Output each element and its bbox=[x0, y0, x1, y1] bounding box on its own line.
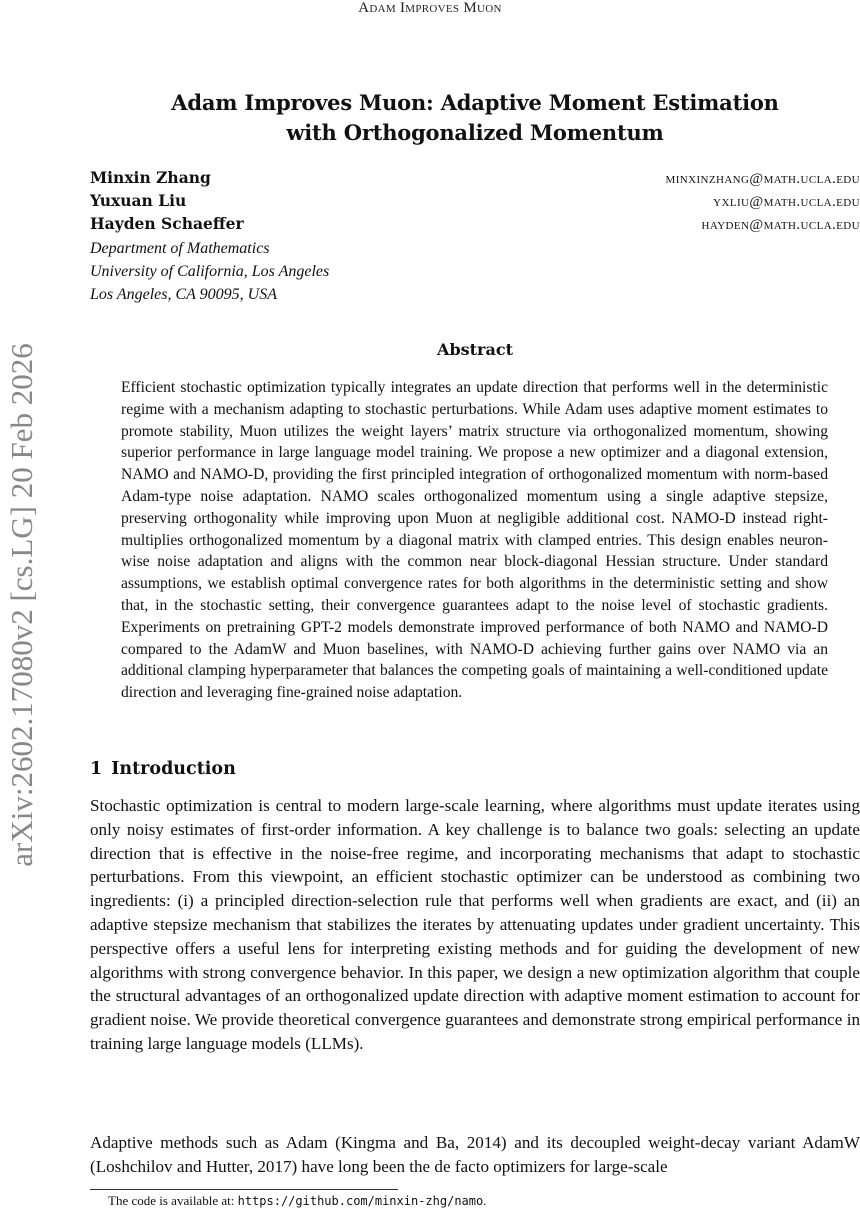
author-email: yxliu@math.ucla.edu bbox=[713, 194, 860, 210]
abstract-heading: Abstract bbox=[437, 340, 513, 359]
author-email: minxinzhang@math.ucla.edu bbox=[665, 171, 860, 187]
affiliation-address: Los Angeles, CA 90095, USA bbox=[90, 286, 277, 303]
footnote bbox=[108, 1193, 858, 1209]
paper-title bbox=[90, 88, 860, 148]
title-line-2: with Orthogonalized Momentum bbox=[286, 120, 664, 145]
author-email: hayden@math.ucla.edu bbox=[701, 217, 860, 233]
section-heading-introduction bbox=[90, 759, 860, 779]
footnote-suffix: . bbox=[483, 1193, 487, 1208]
author-row bbox=[90, 191, 860, 214]
author-row bbox=[90, 168, 860, 191]
section-title: Introduction bbox=[111, 759, 236, 779]
affiliation-university: University of California, Los Angeles bbox=[90, 263, 330, 280]
arxiv-identifier: arXiv:2602.17080v2 [cs.LG] 20 Feb 2026 bbox=[4, 343, 39, 867]
author-row bbox=[90, 214, 860, 237]
footnote-prefix: The code is available at: bbox=[108, 1193, 238, 1208]
abstract-text: Efficient stochastic optimization typically integrates an update direction that performs well in the deterministic regime with a mechanism adapting to stochastic perturbations. While Adam uses adaptive moment estimates to promote stability, Muon utilizes the weight layers’ matrix structure via orthogonalized momentum, showing superior performance in large language model training. We propose a new optimizer and a diagonal extension, NAMO and NAMO-D, providing the first principled integration of orthogonalized momentum with norm-based Adam-type noise adaptation. NAMO scales orthogonalized momentum using a single adaptive stepsize, preserving orthogonality while improving upon Muon at negligible additional cost. NAMO-D instead right-multiplies orthogonalized momentum by a diagonal matrix with clamped entries. This design enables neuron-wise noise adaptation and aligns with the common near block-diagonal Hessian structure. Under standard assumptions, we establish optimal convergence rates for both algorithms in the deterministic setting and show that, in the stochastic setting, their convergence guarantees adapt to the noise level of stochastic gradients. Experiments on pretraining GPT-2 models demonstrate improved performance of both NAMO and NAMO-D compared to the AdamW and Muon baselines, with NAMO-D achieving further gains over NAMO via an additional clamping hyperparameter that balances the competing goals of maintaining a well-conditioned update direction and leveraging fine-grained noise adaptation. bbox=[121, 379, 828, 702]
introduction-paragraph: Adaptive methods such as Adam (Kingma and Ba, 2014) and its decoupled weight-decay variant AdamW (Loshchilov and Hutter, 2017) have long been the de facto optimizers for large-scale bbox=[90, 1133, 860, 1176]
footnote-divider bbox=[90, 1189, 398, 1190]
author-block bbox=[90, 168, 860, 306]
author-name: Minxin Zhang bbox=[90, 168, 211, 187]
code-repository-link[interactable]: https://github.com/minxin-zhg/namo bbox=[237, 1194, 484, 1208]
author-name: Hayden Schaeffer bbox=[90, 214, 244, 233]
running-head: Adam Improves Muon bbox=[358, 0, 502, 16]
affiliation-department: Department of Mathematics bbox=[90, 240, 270, 257]
author-name: Yuxuan Liu bbox=[90, 191, 187, 210]
section-number: 1 bbox=[90, 759, 103, 779]
introduction-paragraph: Stochastic optimization is central to modern large-scale learning, where algorithms must update iterates using only noisy estimates of first-order information. A key challenge is to balance two goals: selecting an update direction that is effective in the noise-free regime, and incorporating mechanisms that adapt to stochastic perturbations. From this viewpoint, an efficient stochastic optimizer can be understood as combining two ingredients: (i) a principled direction-selection rule that performs well when gradients are exact, and (ii) an adaptive stepsize mechanism that stabilizes the iterates by attenuating updates under gradient uncertainty. This perspective offers a useful lens for interpreting existing methods and for guiding the development of new algorithms with strong convergence behavior. In this paper, we design a new optimization algorithm that couple the structural advantages of an orthogonalized update direction with adaptive moment estimation to account for gradient noise. We provide theoretical convergence guarantees and demonstrate strong empirical performance in training large language models (LLMs). bbox=[90, 796, 860, 1053]
title-line-1: Adam Improves Muon: Adaptive Moment Estimation bbox=[171, 90, 779, 115]
